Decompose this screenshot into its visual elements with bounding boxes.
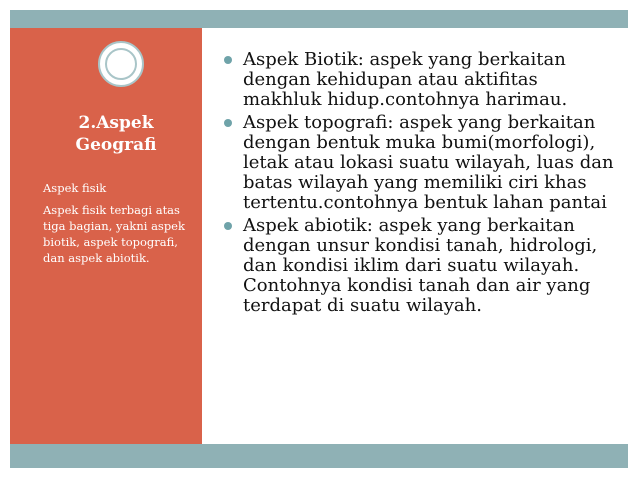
bullet-icon [224,222,232,230]
list-item-biotik [224,50,614,110]
sidebar-description: Aspek fisik terbagi atas tiga bagian, yakni aspek biotik, aspek topografi, dan aspek abiotik. [43,203,185,265]
list-item-text: Aspek topografi: aspek yang berkaitan dengan bentuk muka bumi(morfologi), letak atau lokasi suatu wilayah, luas dan batas wilayah yang memiliki ciri khas tertentu.contohnya bentuk lahan pantai [243,112,614,213]
top-band [10,10,628,28]
content-list [224,50,614,319]
slide-title [40,112,192,156]
list-item-text: Aspek abiotik: aspek yang berkaitan dengan unsur kondisi tanah, hidrologi, dan kondisi iklim dari suatu wilayah. Contohnya kondisi tanah dan air yang terdapat di suatu wilayah. [243,215,598,316]
list-item-topografi [224,113,614,213]
bullet-icon [224,56,232,64]
title-line-1: 2.Aspek [78,113,154,133]
circle-ornament-icon [98,41,144,87]
list-item-abiotik [224,216,614,316]
left-panel [10,28,202,444]
sidebar-subtitle: Aspek fisik [43,181,107,195]
inner-circle [105,48,137,80]
list-item-text: Aspek Biotik: aspek yang berkaitan dengan kehidupan atau aktifitas makhluk hidup.contohnya harimau. [243,49,568,110]
bottom-band [10,444,628,468]
bullet-icon [224,119,232,127]
title-line-2: Geografi [75,135,157,155]
